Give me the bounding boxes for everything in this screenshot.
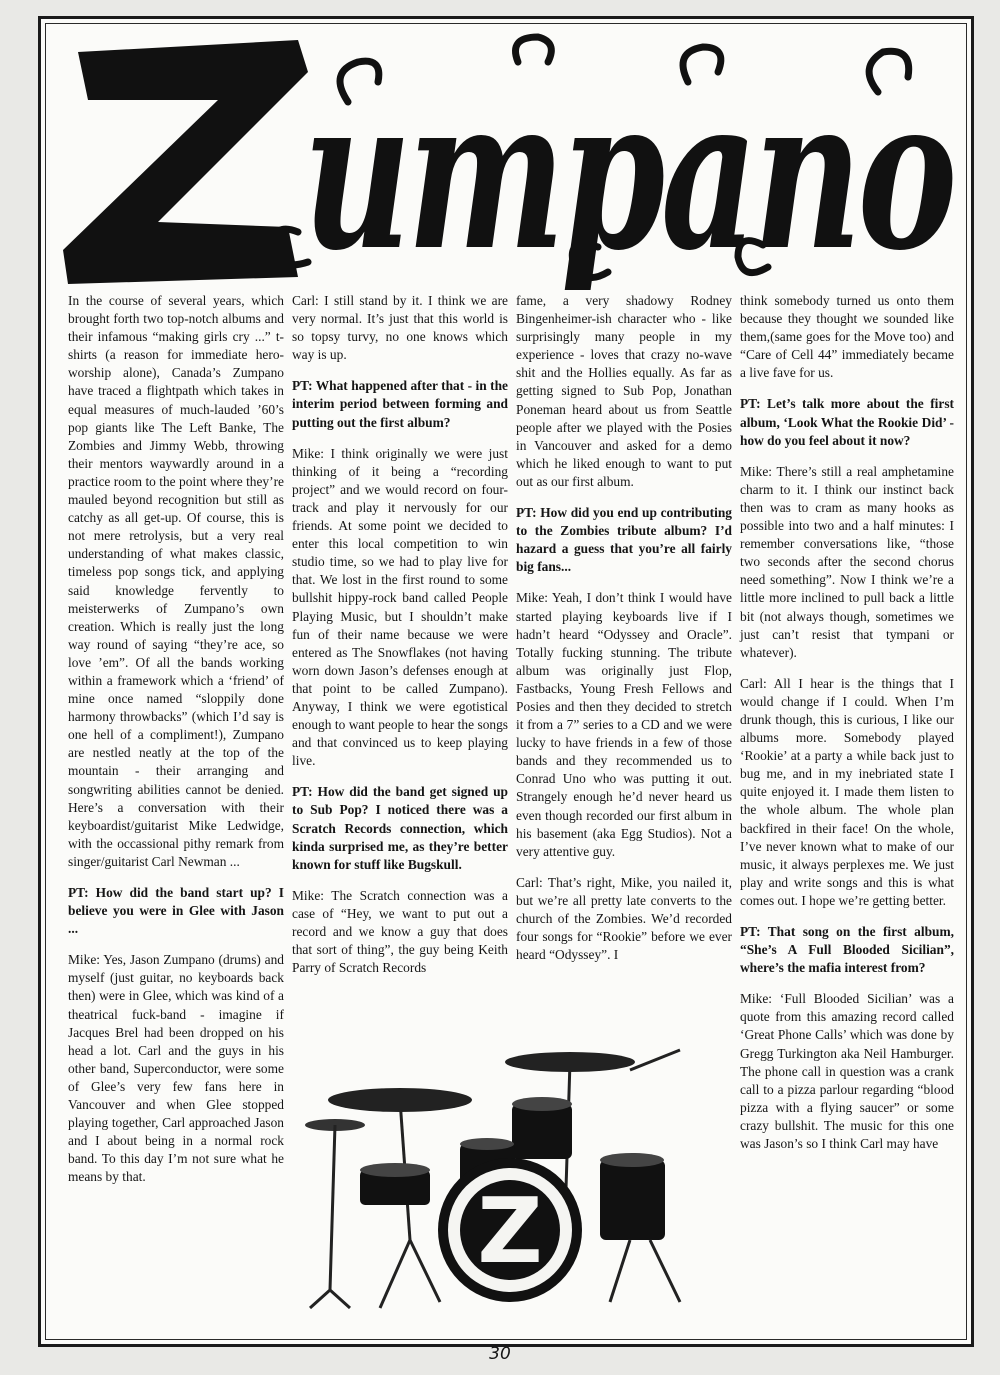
interview-question: PT: How did the band start up? I believe you were in Glee with Jason ... — [68, 885, 284, 937]
article-paragraph: Mike: Yes, Jason Zumpano (drums) and myself (just guitar, no keyboards back then) were in Glee, which was kind of a theatrical fuck-band - imagine if Jacques Brel had been dropped on his head a lot. Carl and the guys in his other band, Superconductor, were some of Glee’s very few fans here in Vancouver and when Glee stopped playing together, Carl approached Jason and I about being in a normal rock band. To this day I’m not sure what he means by that. — [68, 952, 284, 1185]
article-paragraph: Mike: Yeah, I don’t think I would have started playing keyboards live if I hadn’t heard “Odyssey and Oracle”. Totally fucking stunning. The tribute album was originally just Flop, Fastbacks, Young Fresh Fellows and Posies and then they decided to stretch it from a 7” series to a CD and we were lucky to have friends in a few of those bands and they recommended us to Conrad Uno who was putting it out. Strangely enough he’d never heard us even though recorded our first album in his basement (aka Egg Studios). Not a very attentive guy. — [516, 590, 732, 859]
masthead-art — [48, 22, 963, 290]
drum-kit-illustration — [300, 1040, 720, 1310]
article-paragraph: Mike: I think originally we were just thinking of it being a “recording project” and we would record on four-track and play it nervously for our friends. At some point we decided to enter this local competition to win studio time, so we had to play live for that. We lost in the first round to some bullshit hippy-rock band called People Playing Music, but I shouldn’t make fun of their name because we were entered as The Snowflakes (not having worn down Jason’s defenses enough at that point to be called Zumpano). Anyway, I think we were egotistical enough to want people to hear the songs and that convinced us to keep playing live. — [292, 445, 508, 769]
masthead — [48, 22, 963, 290]
article-column-1 — [68, 292, 284, 1200]
interview-question: PT: What happened after that - in the interim period between forming and putting out the first album? — [292, 378, 508, 430]
article-paragraph: Carl: That’s right, Mike, you nailed it, but we’re all pretty late converts to the church of the Zombies. We’d recorded four songs for “Rookie” before we ever heard “Odyssey”. I — [516, 874, 732, 963]
drum-kit-icon — [300, 1040, 720, 1310]
interview-question: PT: How did you end up contributing to the Zombies tribute album? I’d hazard a guess that you’re all fairly big fans... — [516, 505, 732, 575]
title-z-glyph — [63, 40, 308, 284]
interview-question: PT: Let’s talk more about the first album, ‘Look What the Rookie Did’ - how do you feel about it now? — [740, 396, 954, 448]
article-paragraph: In the course of several years, which brought forth two top-notch albums and their infamous “making girls cry ...” t-shirts (a reason for immediate hero-worship alone), Canada’s Zumpano have traced a flightpath which takes in equal measures of much-lauded ’60’s pop giants like The Left Banke, The Zombies and Jimmy Webb, throwing their mentors waywardly around in a practice room to the point where they’re mauled beyond recognition but still as catchy as all get-up. Of course, this is not mere retrolysis, but a very real understanding of what makes classic, timeless pop songs tick, and applying said knowledge fervently to meisterwerks of Zumpano’s own creation. Which is really just the long way round of saying “they’re ace, so love ’em”. Of all the bands working within a framework which a ‘friend’ of mine once named “sloppily done harmony throwbacks” (which I’d say is one hell of a compliment!), Zumpano are nestled neatly at the top of the mountain - their arranging and songwriting abilities cannot be denied. Here’s a conversation with their keyboardist/guitarist Mike Ledwidge, with the occassional pithy remark from singer/guitarist Carl Newman ... — [68, 293, 284, 869]
article-paragraph: Carl: I still stand by it. I think we are very normal. It’s just that this world is so topsy turvy, no one knows which way is up. — [292, 293, 508, 363]
masthead-title-full: Zumpano — [68, 22, 72, 23]
interview-question: PT: That song on the first album, “She’s A Full Blooded Sicilian”, where’s the mafia interest from? — [740, 924, 954, 976]
article-paragraph: fame, a very shadowy Rodney Bingenheimer-ish character who - like surprisingly many people in my experience - loves that crazy no-wave shit and the Hollies equally. As far as getting signed to Sub Pop, Jonathan Poneman heard about us from Seattle people after we played with the Posies in Vancouver and asked for a demo which he liked enough to want to put out as our first album. — [516, 293, 732, 489]
article-paragraph: Carl: All I hear is the things that I would change if I could. When I’m drunk though, this is curious, I like our albums more. Somebody played ‘Rookie’ at a party a while back just to bug me, and in my inebriated state I quite enjoyed it. I made them listen to the whole album. The whole plan backfired in their face! On the whole, I’ve never known what to make of our music, it always perplexes me. We just play and write songs and this is what comes out. I hope we’re getting better. — [740, 675, 954, 908]
article-column-4 — [740, 292, 954, 1166]
masthead-title: umpano — [303, 50, 953, 290]
interview-question: PT: How did the band get signed up to Sub Pop? I noticed there was a Scratch Records connection, which kinda surprised me, as they’re better known for stuff like Bugskull. — [292, 784, 508, 872]
article-paragraph: Mike: There’s still a real amphetamine charm to it. I think our instinct back then was to cram as many hooks as possible into two and a half minutes: I remember conversations like, “those two seconds after the second chorus need something”. Now I think we’re a little more inclined to pull back a little bit (not always though, sometimes we just can’t resist that tympani or whatever). — [740, 463, 954, 660]
page-number: 30 — [489, 1344, 511, 1364]
article-paragraph: think somebody turned us onto them because they thought we sounded like them,(same goes for the Move too) and “Care of Cell 44” immediately became a live fave for us. — [740, 293, 954, 381]
article-paragraph: Mike: ‘Full Blooded Sicilian’ was a quote from this amazing record called ‘Great Phone Calls’ which was done by Gregg Turkington aka Neil Hamburger. The phone call in question was a crank call to a pizza parlour regarding “blood pizza with a flying saucer” or some crazy bullshit. The music for this one was Jason’s so I think Carl may have — [740, 991, 954, 1152]
article-column-2 — [292, 292, 508, 990]
article-column-3 — [516, 292, 732, 977]
article-paragraph: Mike: The Scratch connection was a case of “Hey, we want to put out a record and we know a guy that does that sort of thing”, the guy being Keith Parry of Scratch Records — [292, 887, 508, 976]
drum-logo-letter: Z — [477, 1179, 543, 1284]
